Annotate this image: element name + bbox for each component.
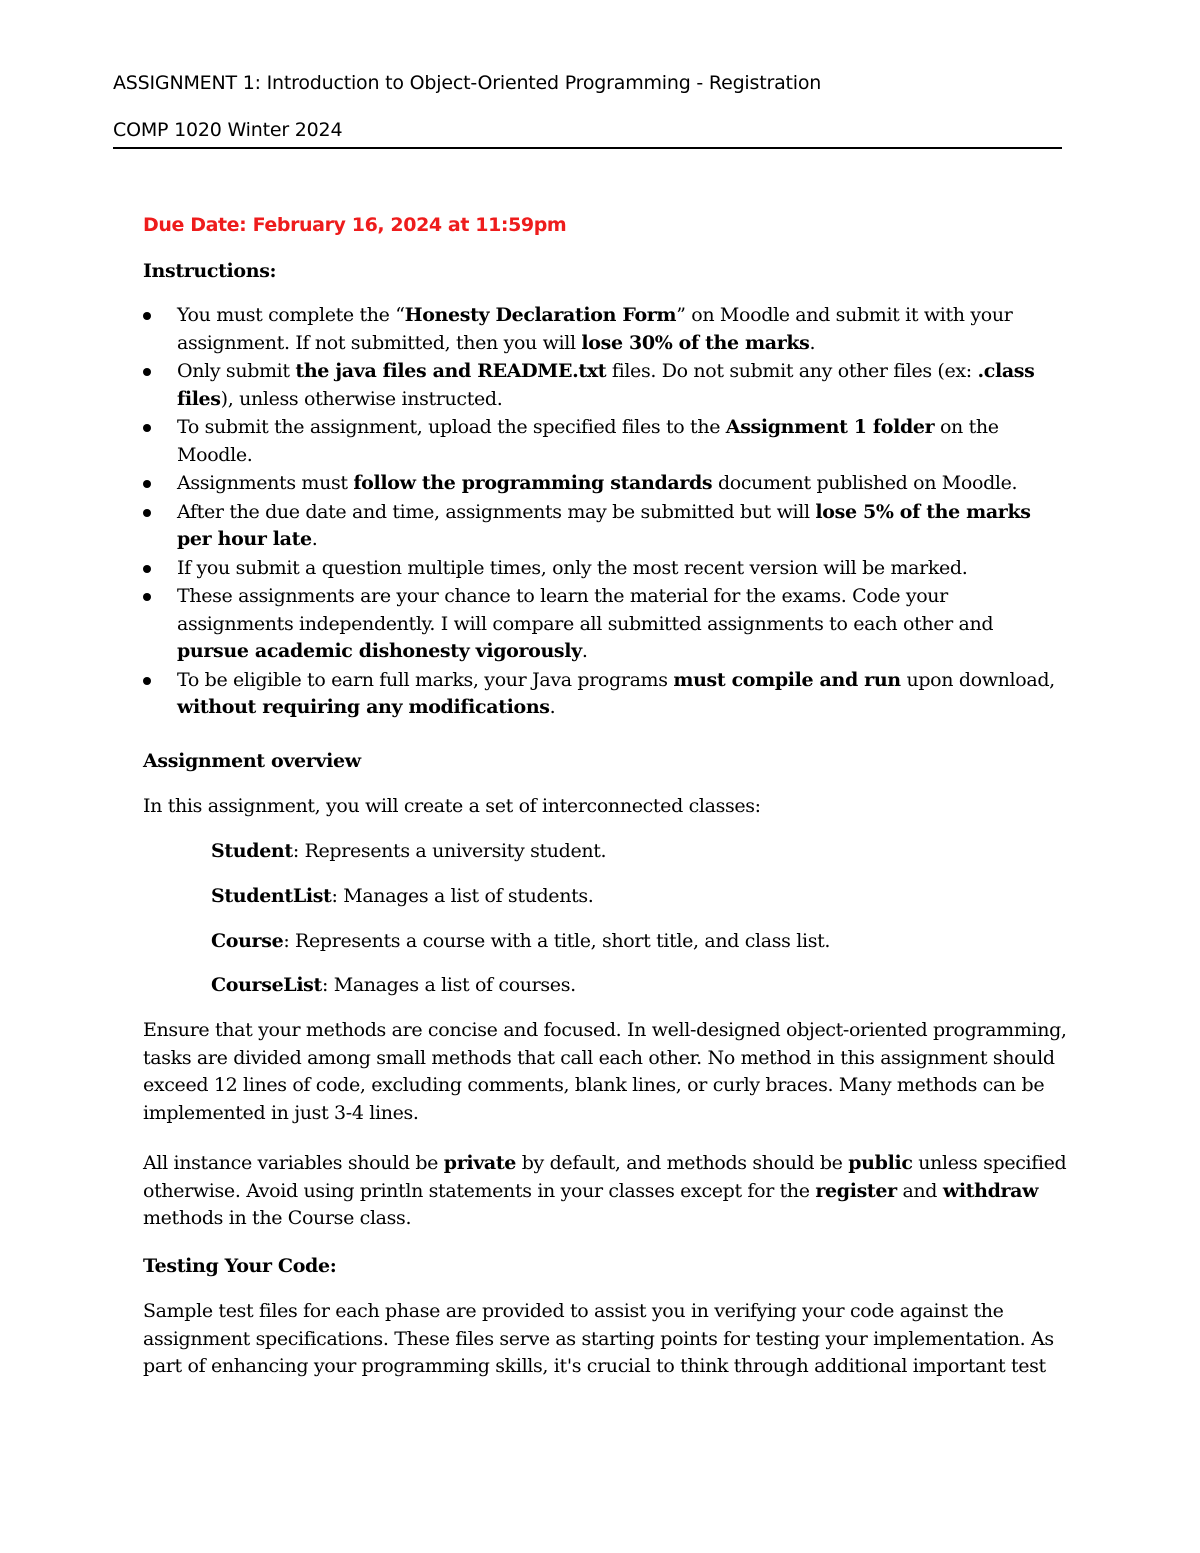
- overview-heading: Assignment overview: [143, 750, 361, 772]
- overview-intro: In this assignment, you will create a set of interconnected classes:: [143, 795, 761, 817]
- bullet-icon: [143, 509, 151, 517]
- methods-paragraph: Ensure that your methods are concise and focused. In well-designed object-oriented programming, tasks are divided among small methods that call each other. No method in this assignment should exceed 12 lines of code, excluding comments, blank lines, or curly braces. Many methods can be implemented in just 3-4 lines.: [143, 1019, 1067, 1124]
- list-item: You must complete the “Honesty Declaration Form” on Moodle and submit it with your assignment. If not submitted, then you will lose 30% of the marks.: [143, 302, 1063, 357]
- bullet-icon: [143, 312, 151, 320]
- bullet-icon: [143, 593, 151, 601]
- bullet-icon: [143, 424, 151, 432]
- list-item: Assignments must follow the programming standards document published on Moodle.: [143, 470, 1063, 498]
- bullet-icon: [143, 677, 151, 685]
- class-item-course: Course: Represents a course with a title, short title, and class list.: [211, 930, 831, 952]
- bullet-icon: [143, 565, 151, 573]
- class-item-courselist: CourseList: Manages a list of courses.: [211, 974, 576, 996]
- bullet-icon: [143, 368, 151, 376]
- header-divider: [113, 147, 1062, 149]
- instructions-heading: Instructions:: [143, 260, 277, 282]
- access-paragraph: All instance variables should be private by default, and methods should be public unless specified otherwise. Avoid using println statements in your classes except for the register and withdraw methods in the Course class.: [143, 1152, 1067, 1229]
- list-item: After the due date and time, assignments may be submitted but will lose 5% of the marks per hour late.: [143, 499, 1063, 554]
- class-item-studentlist: StudentList: Manages a list of students.: [211, 885, 594, 907]
- list-item: If you submit a question multiple times, only the most recent version will be marked.: [143, 555, 1063, 583]
- class-item-student: Student: Represents a university student.: [211, 840, 607, 862]
- instructions-list: [143, 302, 1063, 723]
- list-item: To be eligible to earn full marks, your Java programs must compile and run upon download, without requiring any modifications.: [143, 667, 1063, 722]
- testing-heading: Testing Your Code:: [143, 1255, 337, 1277]
- due-date: Due Date: February 16, 2024 at 11:59pm: [143, 214, 567, 236]
- bullet-icon: [143, 480, 151, 488]
- course-term: COMP 1020 Winter 2024: [113, 119, 343, 141]
- testing-paragraph: Sample test files for each phase are provided to assist you in verifying your code against the assignment specifications. These files serve as starting points for testing your implementation. As part of enhancing your programming skills, it's crucial to think through additional important test: [143, 1300, 1054, 1377]
- list-item: Only submit the java files and README.txt files. Do not submit any other files (ex: .class files), unless otherwise instructed.: [143, 358, 1063, 413]
- list-item: To submit the assignment, upload the specified files to the Assignment 1 folder on the Moodle.: [143, 414, 1063, 469]
- list-item: These assignments are your chance to learn the material for the exams. Code your assignments independently. I will compare all submitted assignments to each other and pursue academic dishonesty vigorously.: [143, 583, 1063, 666]
- assignment-title: ASSIGNMENT 1: Introduction to Object-Oriented Programming - Registration: [113, 72, 822, 94]
